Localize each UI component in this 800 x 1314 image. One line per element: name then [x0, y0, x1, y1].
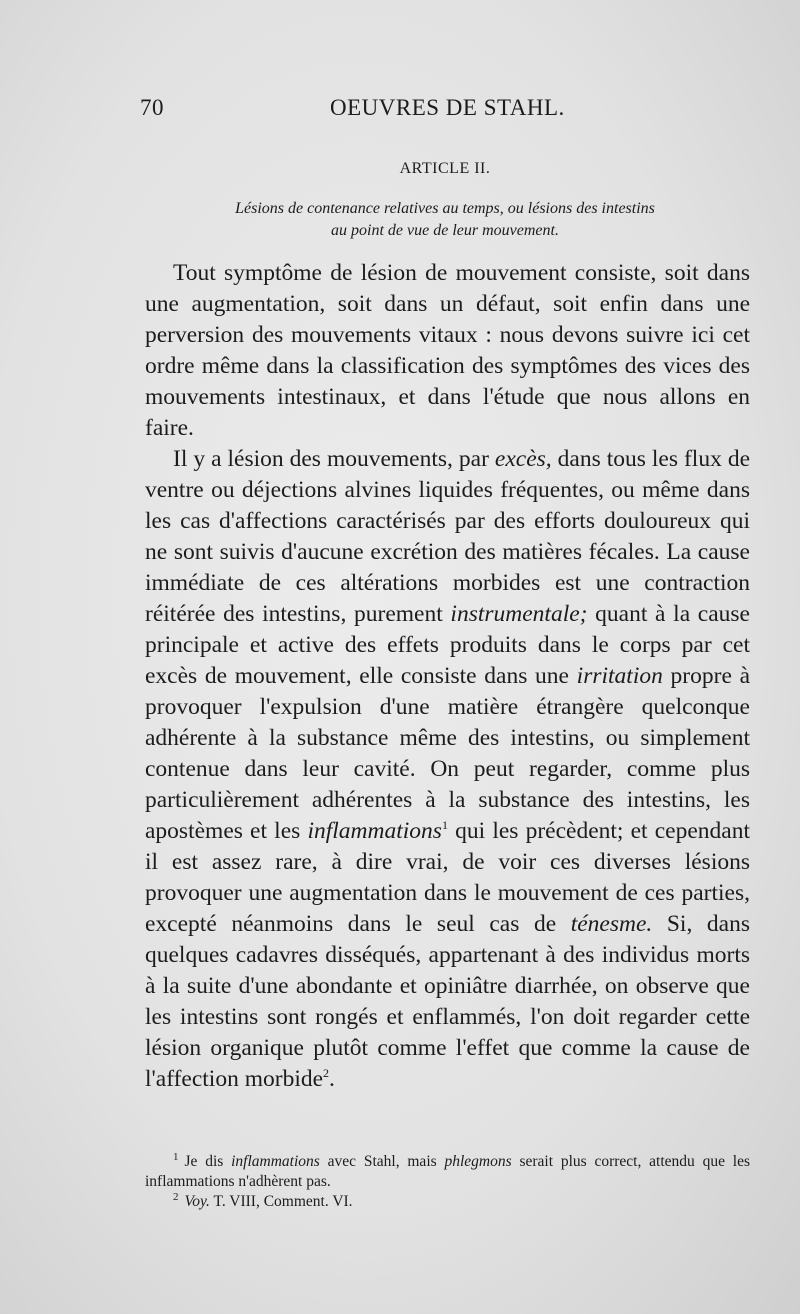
subtitle-line-1: Lésions de contenance relatives au temps, ou lésions des intestins	[235, 200, 655, 217]
footnote-1	[145, 1152, 750, 1192]
paragraph-2	[145, 444, 750, 1095]
footnote-ref-2: 2	[323, 1066, 330, 1081]
p2-text-a: Il y a lésion des mouvements, par	[173, 446, 495, 472]
subtitle-line-2: au point de vue de leur mouvement.	[331, 222, 559, 239]
footnote-2-voy: Voy.	[184, 1193, 210, 1210]
footnote-2-mark: 2	[173, 1190, 179, 1203]
footnote-1-phlegmons: phlegmons	[444, 1153, 512, 1170]
footnote-ref-1: 1	[441, 818, 448, 833]
p2-text-end: .	[329, 1066, 335, 1092]
footnote-1-text-a: Je dis	[184, 1153, 232, 1170]
term-instrumentale: instrumentale;	[450, 601, 588, 627]
p2-text-d: propre à provoquer l'expulsion d'une matière étrangère quelconque adhérente à la substance même des intestins, ou simplement contenue dans leur cavité. On peut regarder, comme plus particulièrement adhérentes à la substance des intestins, les apostèmes et les	[145, 663, 751, 844]
term-irritation: irritation	[576, 663, 663, 689]
term-exces: excès,	[494, 446, 552, 472]
footnote-1-text-c: serait plus correct, attendu que les inflammations n'adhèrent pas.	[145, 1153, 751, 1190]
p2-text-f: Si, dans quelques cadavres disséqués, appartenant à des individus morts à la suite d'une abondante et opiniâtre diarrhée, on observe que les intestins sont rongés et enflammés, l'on doit regarder cette lésion organique plutôt comme l'effet que comme la cause de l'affection morbide	[145, 911, 750, 1092]
article-subtitle	[140, 198, 750, 242]
p2-text-e: qui les précèdent; et cependant il est assez rare, à dire vrai, de voir ces diverses lésions provoquer une augmentation dans le mouvement de ces parties, excepté néanmoins dans le seul cas de	[145, 818, 750, 937]
footnote-2-text: T. VIII, Comment. VI.	[209, 1193, 353, 1210]
term-tenesme: ténesme.	[570, 911, 653, 937]
footnote-1-text-b: avec Stahl, mais	[319, 1153, 445, 1170]
page-number: 70	[140, 95, 164, 120]
body-text	[145, 258, 750, 1095]
running-title: OEUVRES DE STAHL.	[330, 95, 565, 120]
paragraph-1: Tout symptôme de lésion de mouvement consiste, soit dans une augmentation, soit dans un défaut, soit enfin dans une perversion des mouvements vitaux : nous devons suivre ici cet ordre même dans la classification des symptômes des vices des mouvements intestinaux, et dans l'étude que nous allons en faire.	[145, 260, 750, 441]
p2-text-b: dans tous les flux de ventre ou déjections alvines liquides fréquentes, ou même dans les cas d'affections caractérisés par des efforts douloureux qui ne sont suivis d'aucune excrétion des matières fécales. La cause immédiate de ces altérations morbides est une contraction réitérée des intestins, purement	[145, 446, 750, 627]
article-title: ARTICLE II.	[399, 160, 491, 177]
page-header	[140, 95, 600, 135]
footnote-1-mark: 1	[173, 1150, 179, 1163]
footnotes	[145, 1152, 750, 1212]
footnote-1-inflammations: inflammations	[231, 1153, 320, 1170]
term-inflammations: inflammations	[307, 818, 442, 844]
p2-text-c: quant à la cause principale et active des effets produits dans le corps par cet excès de mouvement, elle consiste dans une	[145, 601, 750, 689]
footnote-2	[145, 1192, 750, 1212]
